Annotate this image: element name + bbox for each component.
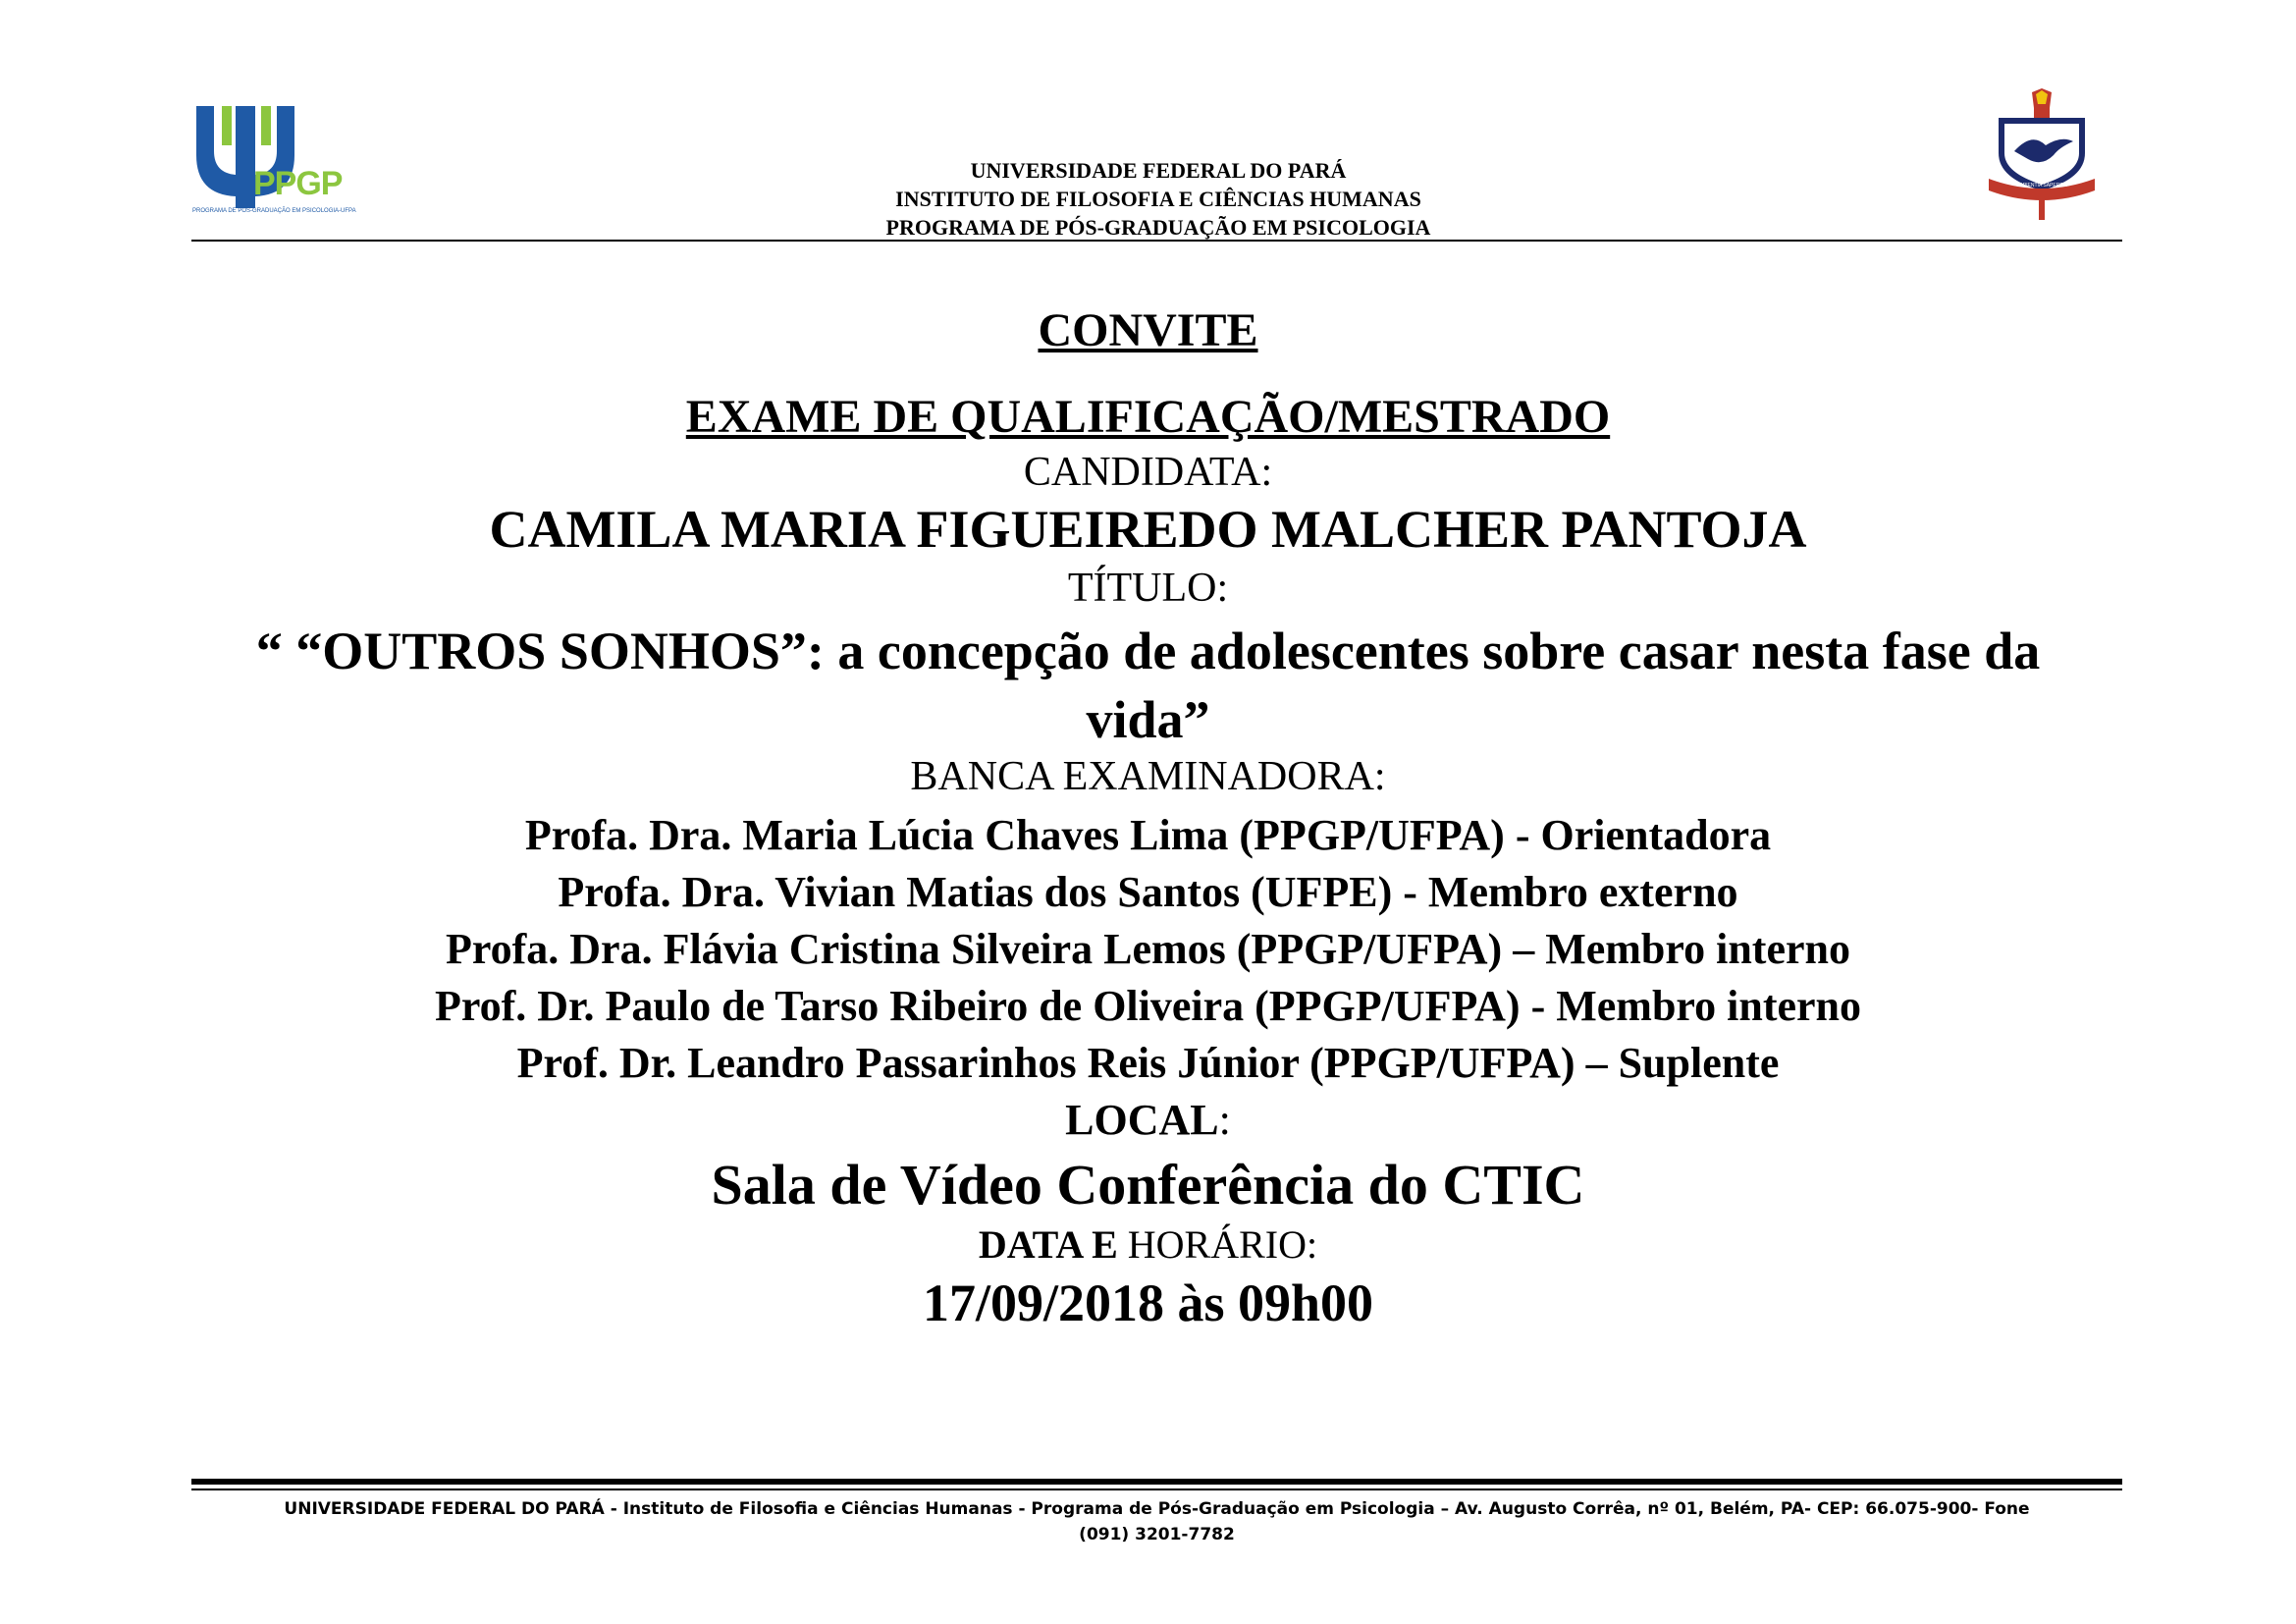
- footer-divider-thick: [191, 1479, 2122, 1485]
- ppgp-letters: PPGP: [253, 165, 343, 202]
- exam-heading: EXAME DE QUALIFICAÇÃO/MESTRADO: [685, 391, 1611, 443]
- local-label: [0, 1093, 2296, 1148]
- candidate-name: CAMILA MARIA FIGUEIREDO MALCHER PANTOJA: [489, 500, 1807, 559]
- local-label-text: LOCAL: [1065, 1096, 1219, 1144]
- date-label: [0, 1219, 2296, 1271]
- ppgp-logo: [192, 100, 356, 216]
- local-value: Sala de Vídeo Conferência do CTIC: [711, 1153, 1585, 1217]
- convite-heading: CONVITE: [1038, 304, 1258, 356]
- date-label-bold: DATA E: [978, 1222, 1128, 1267]
- footer-phone: (091) 3201-7782: [1079, 1525, 1235, 1544]
- candidate-label: CANDIDATA:: [1023, 450, 1273, 495]
- thesis-title-line1: “ “OUTROS SONHOS”: a concepção de adolescentes sobre casar nesta fase da: [255, 622, 2041, 680]
- header-university: UNIVERSIDADE FEDERAL DO PARÁ: [970, 158, 1347, 183]
- ufpa-motto: SAPIENTIA SAPERE...: [2016, 183, 2067, 189]
- date-label-colon: :: [1306, 1222, 1318, 1267]
- date-value: 17/09/2018 às 09h00: [922, 1273, 1374, 1332]
- footer-divider-thin: [191, 1489, 2122, 1490]
- ppgp-caption: PROGRAMA DE PÓS-GRADUAÇÃO EM PSICOLOGIA-UFPA: [192, 208, 356, 214]
- date-label-rest: HORÁRIO: [1127, 1222, 1307, 1267]
- board-member: Profa. Dra. Vivian Matias dos Santos (UFPE) - Membro externo: [558, 868, 1738, 916]
- board-member: Profa. Dra. Flávia Cristina Silveira Lemos (PPGP/UFPA) – Membro interno: [446, 925, 1850, 973]
- board-label: BANCA EXAMINADORA:: [910, 754, 1386, 799]
- local-label-colon: :: [1218, 1096, 1231, 1144]
- thesis-title-line2: vida”: [1086, 690, 1210, 749]
- header-institute: INSTITUTO DE FILOSOFIA E CIÊNCIAS HUMANAS: [895, 187, 1421, 211]
- header-divider: [191, 240, 2122, 242]
- board-member: Prof. Dr. Leandro Passarinhos Reis Júnior (PPGP/UFPA) – Suplente: [516, 1039, 1780, 1087]
- header-program: PROGRAMA DE PÓS-GRADUAÇÃO EM PSICOLOGIA: [885, 215, 1431, 240]
- board-member: Profa. Dra. Maria Lúcia Chaves Lima (PPGP/UFPA) - Orientadora: [524, 811, 1772, 859]
- footer-address: UNIVERSIDADE FEDERAL DO PARÁ - Instituto de Filosofia e Ciências Humanas - Programa de Pós-Graduação em Psicologia – Av. Augusto Corrêa, nº 01, Belém, PA- CEP: 66.075-900- Fone: [284, 1499, 2030, 1519]
- ufpa-crest-icon: [1985, 88, 2099, 224]
- title-label: TÍTULO:: [1067, 566, 1229, 611]
- board-member: Prof. Dr. Paulo de Tarso Ribeiro de Oliveira (PPGP/UFPA) - Membro interno: [434, 982, 1862, 1030]
- ufpa-crest: [1985, 88, 2099, 224]
